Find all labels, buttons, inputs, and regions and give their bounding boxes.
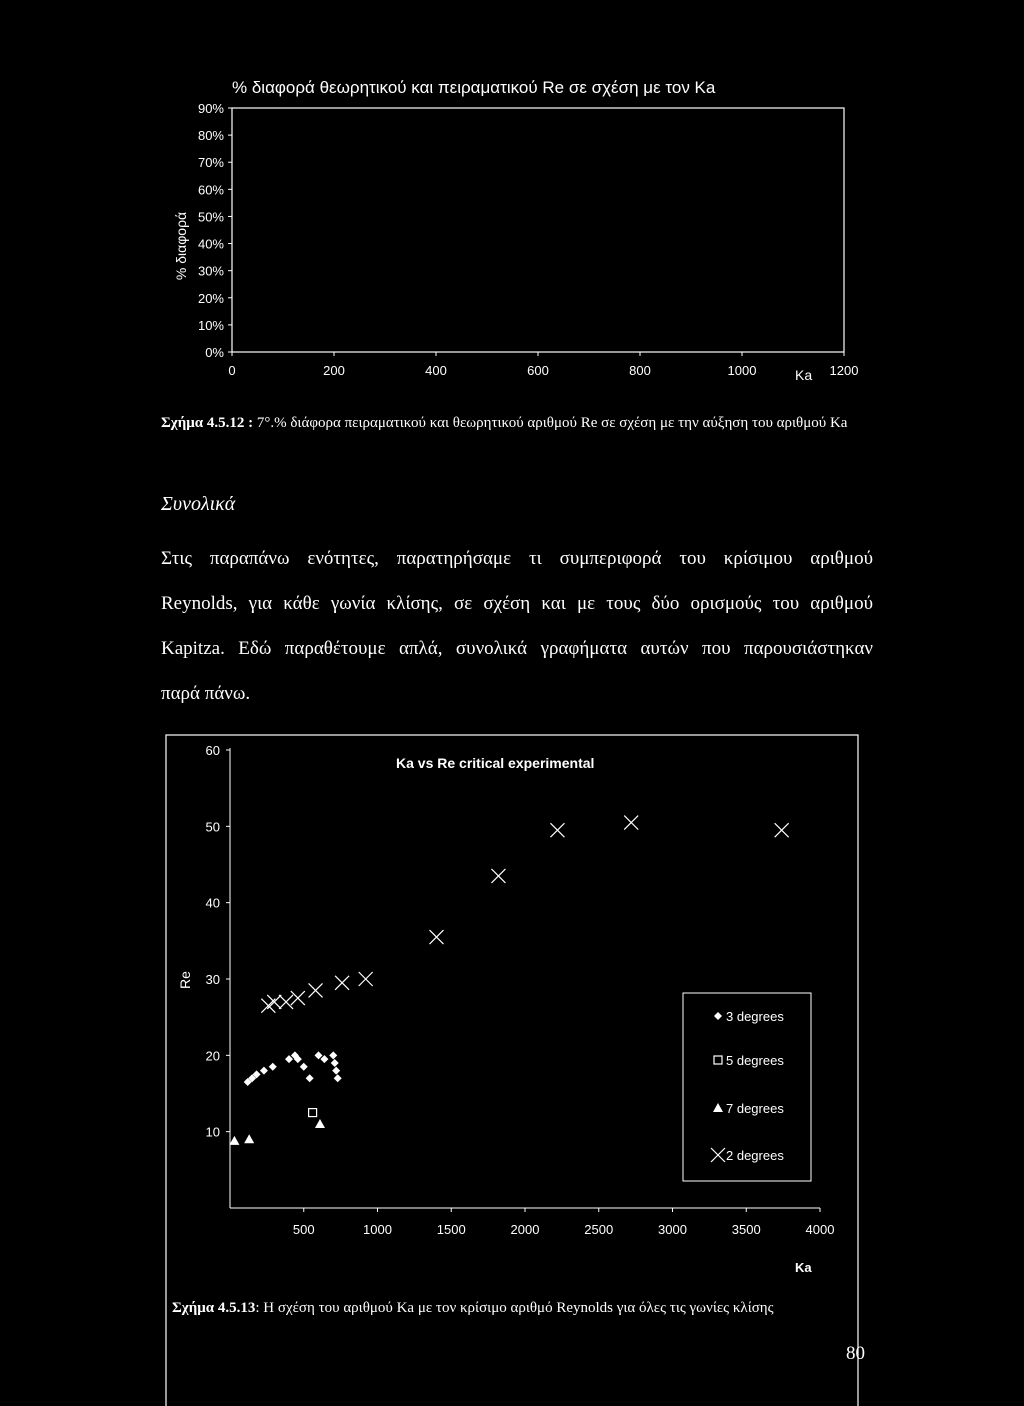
chart1-y-tick-label: 90% (197, 101, 224, 116)
chart2-point-diamond (315, 1051, 323, 1059)
chart2-point-diamond (331, 1059, 339, 1067)
chart2-x-tick-label: 500 (292, 1222, 315, 1237)
paragraph-line: Στις παραπάνω ενότητες, παρατηρήσαμε τι συμπεριφορά του κρίσιμου αριθμού (161, 548, 873, 569)
chart2-point-diamond (332, 1067, 340, 1075)
chart2-point-diamond (329, 1051, 337, 1059)
chart2-legend (683, 993, 811, 1181)
chart1-x-tick-label: 1000 (727, 363, 757, 378)
chart1-y-axis-label: % διαφορά (173, 211, 189, 281)
chart1-y-tick-label: 40% (197, 236, 224, 252)
chart1-y-tick-label: 60% (197, 182, 224, 198)
figure-13-text: : Η σχέση του αριθμού Ka με τον κρίσιμο αριθμό Reynolds για όλες τις γωνίες κλίσης (255, 1300, 774, 1316)
chart2-x-tick-label: 1000 (363, 1222, 392, 1237)
chart1-y-tick-label: 10% (197, 317, 224, 333)
paragraph-line: Kapitza. Εδώ παραθέτουμε απλά, συνολικά γραφήματα αυτών που παρουσιάστηκαν (161, 638, 873, 659)
chart2-point-diamond (320, 1055, 328, 1063)
chart2-y-tick-label: 10 (205, 1124, 220, 1140)
chart2-x-tick-label: 3500 (731, 1222, 761, 1237)
page-number: 80 (846, 1343, 865, 1364)
figure-12-text: 7°.% διάφορα πειραματικού και θεωρητικού αριθμού Re σε σχέση με την αύξηση του αριθμού Ka (256, 415, 848, 431)
figure-13-number: Σχήμα 4.5.13 (172, 1300, 256, 1316)
legend-label: 7 degrees (726, 1101, 784, 1116)
chart2-point-x (335, 976, 349, 990)
chart2-point-diamond (300, 1063, 308, 1071)
chart2-y-tick-label: 20 (205, 1048, 220, 1064)
legend-marker-square (714, 1056, 722, 1064)
chart1-y-tick-label: 30% (197, 263, 224, 279)
section-heading: Συνολικά (161, 493, 236, 515)
chart2-point-diamond (334, 1074, 342, 1082)
chart2-point-triangle (244, 1134, 254, 1143)
chart1-x-tick-label: 800 (629, 363, 651, 378)
chart2-x-tick-label: 2000 (510, 1222, 540, 1237)
chart1-x-tick-label: 200 (323, 363, 345, 378)
chart1-x-tick-label: 600 (527, 363, 549, 378)
chart2-point-x (359, 972, 373, 986)
chart2-y-tick-label: 40 (205, 895, 220, 911)
chart2-point-diamond (285, 1055, 293, 1063)
chart1-x-tick-label: 0 (228, 363, 236, 378)
chart2-point-x (309, 983, 323, 997)
chart2-y-axis-label: Re (177, 971, 193, 989)
chart1-y-tick-label: 0% (205, 345, 224, 360)
chart2-x-tick-label: 3000 (658, 1222, 687, 1237)
chart2-x-axis-label: Ka (795, 1260, 812, 1275)
legend-marker-diamond (714, 1012, 722, 1020)
figure-13-caption (172, 1300, 774, 1317)
chart2-point-x (624, 816, 638, 830)
legend-label: 5 degrees (726, 1053, 784, 1068)
chart1-x-tick-label: 400 (425, 363, 447, 378)
chart1-title: % διαφορά θεωρητικού και πειραματικού Re σε σχέση με τον Ka (232, 78, 716, 97)
chart2-point-triangle (315, 1119, 325, 1128)
chart1-y-tick-label: 80% (197, 128, 224, 144)
chart1-x-tick-label: 1200 (829, 363, 859, 378)
figure-12-number: Σχήμα 4.5.12 : (161, 415, 257, 431)
chart2-point-x (279, 995, 293, 1009)
chart2-point-diamond (306, 1074, 314, 1082)
chart1-y-tick-label: 50% (197, 209, 224, 225)
chart2-y-tick-label: 30 (205, 972, 220, 987)
chart2-point-x (291, 991, 305, 1005)
chart2-x-tick-label: 1500 (436, 1222, 466, 1237)
chart2-point-diamond (260, 1067, 268, 1075)
chart2-point-x (430, 930, 444, 944)
chart1-x-axis-label: Ka (795, 367, 813, 383)
chart2-title: Ka vs Re critical experimental (396, 755, 595, 771)
paragraph-line: Reynolds, για κάθε γωνία κλίσης, σε σχέση και με τους δύο ορισμούς του αριθμού (161, 593, 873, 614)
chart2-y-tick-label: 60 (205, 743, 220, 758)
chart2-point-diamond (269, 1063, 277, 1071)
chart2-point-x (491, 869, 505, 883)
legend-marker-x (711, 1148, 725, 1162)
chart2-y-tick-label: 50 (205, 819, 220, 835)
legend-marker-triangle (713, 1103, 723, 1112)
chart1-y-tick-label: 70% (197, 155, 224, 171)
legend-label: 2 degrees (726, 1148, 784, 1163)
chart2-x-tick-label: 4000 (805, 1222, 835, 1237)
legend-label: 3 degrees (726, 1009, 784, 1024)
chart2-point-x (267, 995, 281, 1009)
chart2-x-tick-label: 2500 (584, 1222, 614, 1237)
chart2-point-triangle (229, 1136, 239, 1145)
chart2-point-x (775, 823, 789, 837)
chart2-point-x (550, 823, 564, 837)
chart2-point-square (309, 1109, 317, 1117)
paragraph-line: παρά πάνω. (161, 683, 251, 704)
chart1-y-tick-label: 20% (197, 290, 224, 306)
